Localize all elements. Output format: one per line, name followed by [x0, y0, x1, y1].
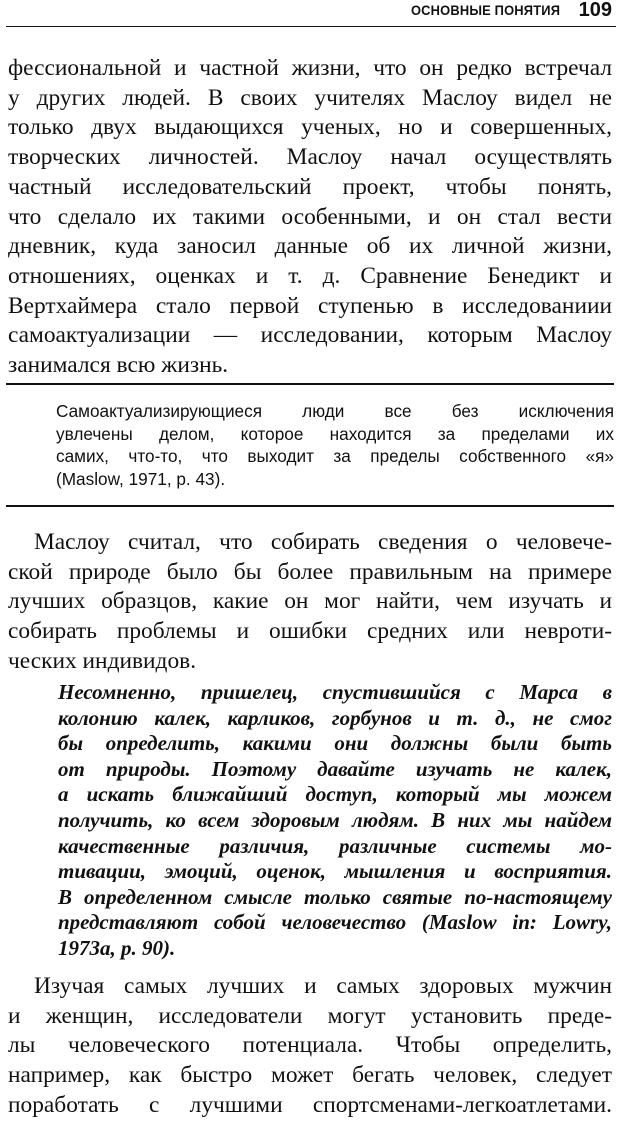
pull-quote-top-rule — [6, 383, 614, 385]
text-line: только двух выдающихся ученых, но и совершенных, — [8, 114, 612, 141]
paragraph-2 — [8, 528, 612, 677]
text-line: Изучая самых лучших и самых здоровых мужчин — [34, 973, 612, 999]
text-line: фессиональной и частной жизни, что он редко встречал — [8, 55, 612, 81]
block-quote-line: бы определить, какими они должны были быть — [58, 731, 612, 756]
text-line: частный исследовательский проект, чтобы понять, — [8, 173, 612, 200]
text-line: что сделало их такими особенными, и он стал вести — [8, 203, 612, 230]
block-quote-line: качественные различия, различные системы мо- — [58, 833, 612, 858]
pull-quote-bottom-rule — [6, 505, 614, 507]
page-number: 109 — [578, 0, 612, 21]
text-line: ческих индивидов. — [8, 647, 197, 674]
text-line: у других людей. В своих учителях Маслоу видел не — [8, 84, 612, 111]
text-line: собирать проблемы и ошибки средних или невроти- — [8, 618, 612, 645]
text-line: Маслоу считал, что собирать сведения о человече- — [34, 529, 612, 555]
block-quote-line: Несомненно, пришелец, спустившийся с Марса в — [58, 680, 612, 704]
block-quote-line: тивации, эмоций, оценок, мышления и восприятия. — [58, 859, 612, 884]
text-line: отношениях, оценках и т. д. Сравнение Бенедикт и — [8, 262, 612, 289]
block-quote-line: а искать ближайший доступ, который мы можем — [58, 782, 612, 807]
text-line: лучших образцов, какие он мог найти, чем изучать и — [8, 588, 612, 615]
text-line: самоактуализации — исследовании, которым Маслоу — [8, 322, 612, 349]
text-line: например, как быстро может бегать человек, следует — [8, 1062, 612, 1089]
pull-quote-line: самих, что-то, что выходит за пределы собственного «я» — [56, 446, 614, 466]
section-title: ОСНОВНЫЕ ПОНЯТИЯ — [410, 2, 560, 18]
block-quote-line: В определенном смысле только святые по-настоящему — [58, 884, 612, 909]
block-quote — [58, 680, 612, 962]
text-line: Вертхаймера стало первой ступенью в исследованиии — [8, 292, 612, 319]
paragraph-3 — [8, 972, 612, 1121]
running-header — [6, 0, 616, 27]
block-quote-line: получить, ко всем здоровым людям. В них мы найдем — [58, 807, 612, 832]
block-quote-line: представляют собой человечество (Maslow in: Lowry, — [58, 910, 612, 935]
pull-quote-line: Самоактуализирующиеся люди все без исключения — [56, 401, 614, 421]
text-line: ской природе было бы более правильным на примере — [8, 558, 612, 585]
paragraph-1 — [8, 54, 612, 381]
pull-quote-line: увлечены делом, которое находится за пределами их — [56, 423, 614, 444]
text-line: лы человеческого потенциала. Чтобы определить, — [8, 1032, 612, 1059]
text-line: дневник, куда заносил данные об их личной жизни, — [8, 233, 612, 260]
pull-quote-line: (Maslow, 1971, p. 43). — [56, 468, 226, 489]
text-line: творческих личностей. Маслоу начал осуществлять — [8, 144, 612, 171]
block-quote-line: 1973a, p. 90). — [58, 935, 176, 960]
text-line: занимался всю жизнь. — [8, 352, 229, 379]
block-quote-line: колонию калек, карликов, горбунов и т. д., не смог — [58, 705, 612, 730]
pull-quote — [56, 400, 614, 490]
text-line: и женщин, исследователи могут установить преде- — [8, 1002, 612, 1029]
text-line: поработать с лучшими спортсменами-легкоатлетами. — [8, 1091, 612, 1118]
block-quote-line: от природы. Поэтому давайте изучать не калек, — [58, 756, 612, 781]
